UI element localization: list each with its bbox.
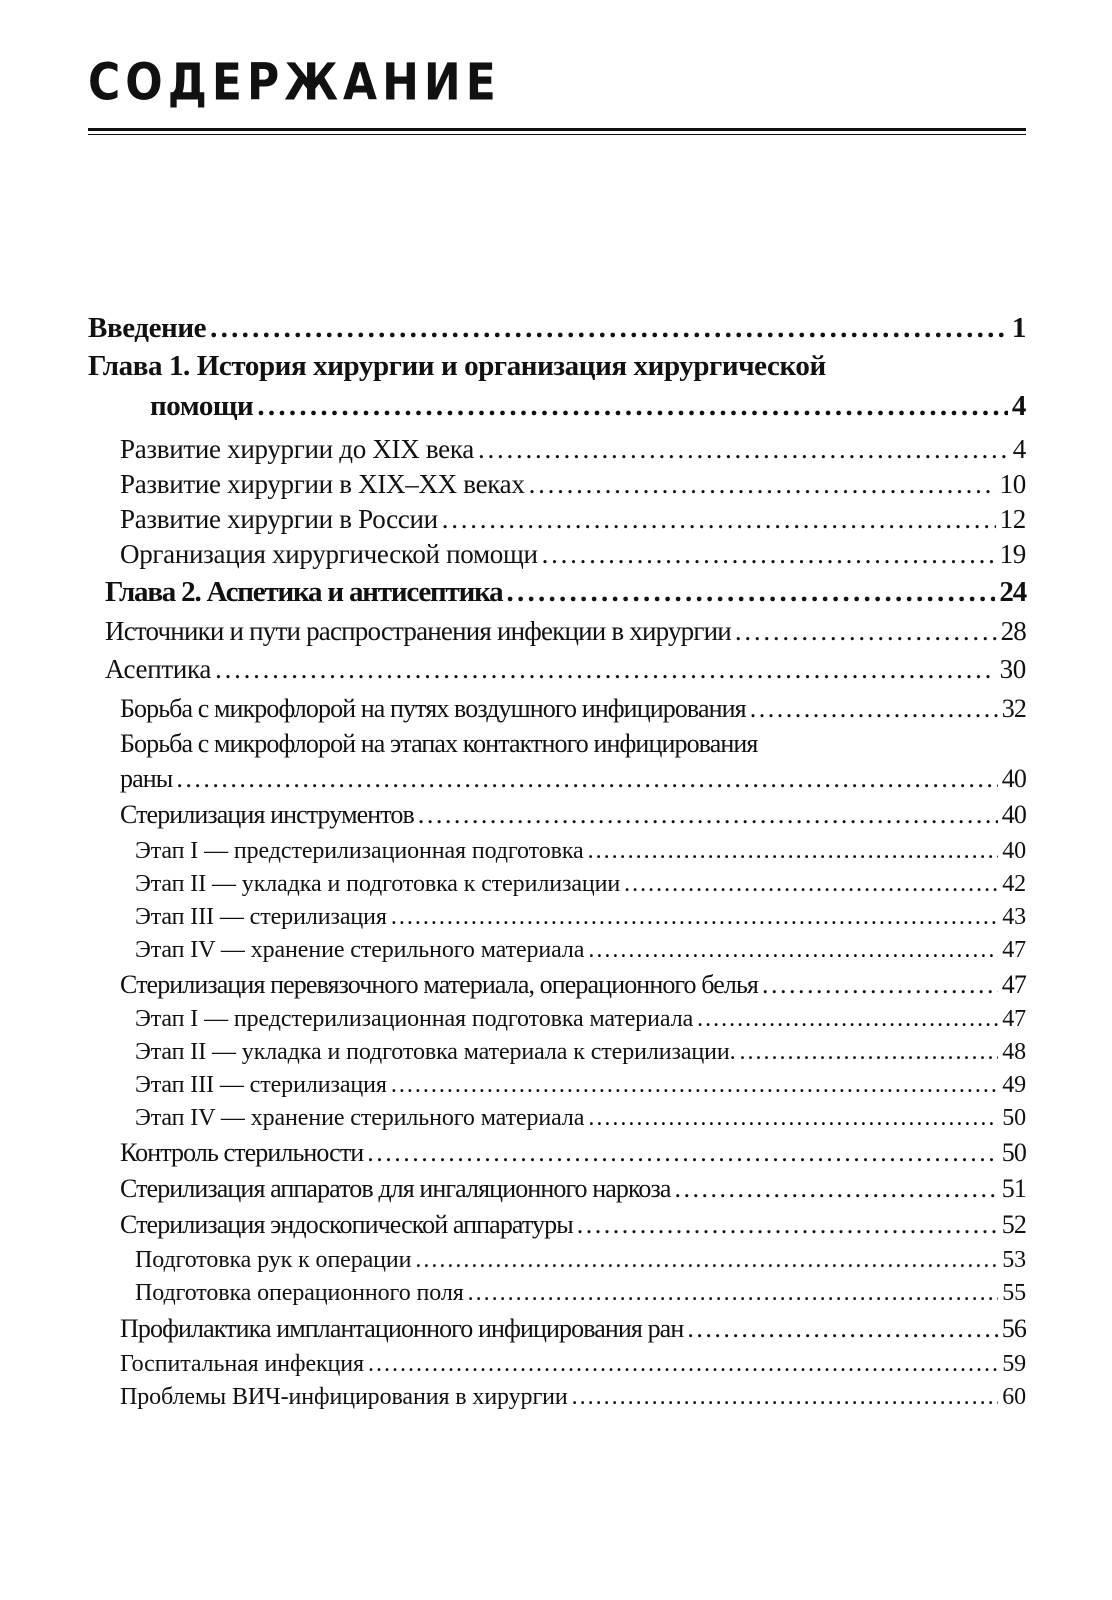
leader-dots <box>697 1006 998 1033</box>
toc-entry-page: 53 <box>1002 1247 1026 1273</box>
toc-entry-title: Этап I — предстерилизационная подготовка материала <box>135 1006 694 1032</box>
leader-dots <box>542 539 996 570</box>
toc-entry-title: Стерилизация аппаратов для ингаляционного наркоза <box>120 1174 671 1203</box>
toc-entry[interactable] <box>120 800 1026 830</box>
leader-dots <box>675 1174 998 1204</box>
toc-entry-title: Развитие хирургии в XIX–XX веках <box>120 469 525 499</box>
toc-entry-title: Стерилизация эндоскопической аппаратуры <box>120 1210 573 1239</box>
toc-entry[interactable] <box>120 539 1026 570</box>
toc-entry[interactable] <box>120 1314 1026 1344</box>
toc-entry-page: 12 <box>999 504 1026 534</box>
toc-entry[interactable] <box>135 904 1026 931</box>
toc-entry-page: 28 <box>1000 616 1026 646</box>
title-rule-thin <box>88 134 1026 135</box>
title-rule <box>88 128 1026 131</box>
leader-dots <box>750 694 998 724</box>
toc-entry[interactable] <box>135 1039 1026 1066</box>
toc-entry[interactable] <box>120 434 1026 465</box>
toc-entry-page: 60 <box>1002 1384 1026 1410</box>
leader-dots <box>762 970 998 1000</box>
toc-entry-page: 52 <box>1001 1210 1026 1239</box>
toc-entry-title: раны <box>120 764 173 793</box>
toc-entry-title: Этап III — стерилизация <box>135 904 387 930</box>
leader-dots <box>418 800 998 830</box>
toc-entry[interactable] <box>120 1210 1026 1240</box>
leader-dots <box>210 312 1008 345</box>
page-title: СОДЕРЖАНИЕ <box>88 53 501 113</box>
toc-entry-chapter2[interactable] <box>105 576 1026 609</box>
toc-entry-page: 56 <box>1001 1314 1026 1343</box>
leader-dots <box>368 1351 998 1378</box>
toc-entry-title: помощи <box>150 390 254 422</box>
toc-entry[interactable] <box>120 694 1026 724</box>
toc-entry-title: Развитие хирургии до XIX века <box>120 434 474 464</box>
leader-dots <box>506 576 995 609</box>
toc-entry[interactable] <box>105 654 1026 685</box>
toc-entry-page: 1 <box>1011 312 1026 344</box>
toc-entry-title: Стерилизация инструментов <box>120 800 414 829</box>
toc-entry[interactable] <box>120 1138 1026 1168</box>
leader-dots <box>572 1384 999 1411</box>
toc-entry[interactable] <box>135 1280 1026 1307</box>
toc-entry-page: 50 <box>1001 1138 1026 1167</box>
toc-entry-page: 43 <box>1002 904 1026 930</box>
toc-entry-page: 59 <box>1002 1351 1026 1377</box>
leader-dots <box>588 1105 998 1132</box>
leader-dots <box>478 434 1009 465</box>
toc-entry[interactable] <box>105 616 1026 647</box>
toc-entry-page: 40 <box>1001 800 1026 829</box>
toc-entry-page: 47 <box>1001 970 1026 999</box>
toc-entry[interactable] <box>135 1006 1026 1033</box>
toc-entry-chapter1[interactable] <box>150 390 1026 423</box>
toc-entry[interactable] <box>120 504 1026 535</box>
toc-entry-page: 24 <box>999 576 1026 608</box>
toc-entry-title: Развитие хирургии в России <box>120 504 438 534</box>
toc-entry[interactable] <box>120 1174 1026 1204</box>
toc-entry-title: Этап I — предстерилизационная подготовка <box>135 838 584 864</box>
toc-entry[interactable] <box>120 469 1026 500</box>
toc-entry-page: 32 <box>1001 694 1026 723</box>
leader-dots <box>740 1039 999 1066</box>
leader-dots <box>215 654 995 685</box>
toc-entry-title: Этап II — укладка и подготовка к стерилизации <box>135 871 621 897</box>
leader-dots <box>468 1280 999 1307</box>
leader-dots <box>367 1138 998 1168</box>
leader-dots <box>176 764 997 794</box>
toc-entry-page: 10 <box>999 469 1026 499</box>
toc-entry[interactable] <box>120 970 1026 1000</box>
leader-dots <box>588 937 998 964</box>
toc-entry[interactable] <box>120 1351 1026 1378</box>
toc-entry-title: Источники и пути распространения инфекции в хирургии <box>105 616 731 646</box>
toc-entry-title: Этап II — укладка и подготовка материала к стерилизации. <box>135 1039 736 1065</box>
toc-entry[interactable] <box>135 1072 1026 1099</box>
toc-entry[interactable] <box>135 871 1026 898</box>
leader-dots <box>735 616 997 647</box>
toc-chapter1-title-line1[interactable]: Глава 1. История хирургии и организация хирургической <box>88 350 826 382</box>
toc-entry-title: Контроль стерильности <box>120 1138 364 1167</box>
toc-entry-title: Этап IV — хранение стерильного материала <box>135 1105 585 1131</box>
leader-dots <box>624 871 998 898</box>
leader-dots <box>391 1072 998 1099</box>
leader-dots <box>588 838 999 865</box>
toc-entry-title: Введение <box>88 312 207 344</box>
leader-dots <box>391 904 998 931</box>
toc-entry-page: 55 <box>1002 1280 1026 1306</box>
leader-dots <box>529 469 996 500</box>
toc-entry-title: Стерилизация перевязочного материала, операционного белья <box>120 970 758 999</box>
toc-entry-page: 48 <box>1002 1039 1026 1065</box>
toc-entry-page: 51 <box>1001 1174 1026 1203</box>
toc-entry-title: Глава 2. Аспетика и антисептика <box>105 576 503 608</box>
toc-entry-title: Госпитальная инфекция <box>120 1351 364 1377</box>
toc-entry-title: Этап IV — хранение стерильного материала <box>135 937 585 963</box>
toc-entry-title: Этап III — стерилизация <box>135 1072 387 1098</box>
toc-entry[interactable] <box>135 937 1026 964</box>
toc-entry-page: 42 <box>1002 871 1026 897</box>
toc-entry-page: 4 <box>1012 434 1026 464</box>
toc-entry-page: 47 <box>1002 937 1026 963</box>
toc-entry[interactable] <box>135 838 1026 865</box>
toc-entry-page: 40 <box>1002 838 1026 864</box>
toc-entry[interactable] <box>120 1384 1026 1411</box>
toc-contact-title-line1[interactable]: Борьба с микрофлорой на этапах контактного инфицирования <box>120 729 758 758</box>
toc-entry[interactable] <box>135 1247 1026 1274</box>
toc-entry-page: 30 <box>999 654 1026 684</box>
toc-entry-title: Подготовка рук к операции <box>135 1247 412 1273</box>
toc-entry[interactable] <box>120 764 1026 794</box>
toc-entry-title: Профилактика имплантационного инфицирования ран <box>120 1314 684 1343</box>
toc-entry-title: Организация хирургической помощи <box>120 539 538 569</box>
toc-entry[interactable] <box>135 1105 1026 1132</box>
leader-dots <box>257 390 1008 423</box>
toc-entry-intro[interactable] <box>88 312 1026 345</box>
toc-entry-page: 40 <box>1001 764 1026 793</box>
toc-entry-title: Асептика <box>105 654 212 684</box>
toc-entry-title: Борьба с микрофлорой на путях воздушного инфицирования <box>120 694 746 723</box>
toc-entry-title: Подготовка операционного поля <box>135 1280 464 1306</box>
toc-entry-page: 4 <box>1011 390 1026 422</box>
toc-entry-page: 49 <box>1002 1072 1026 1098</box>
leader-dots <box>415 1247 998 1274</box>
toc-entry-title: Проблемы ВИЧ-инфицирования в хирургии <box>120 1384 568 1410</box>
toc-entry-page: 50 <box>1002 1105 1026 1131</box>
leader-dots <box>687 1314 997 1344</box>
toc-entry-page: 47 <box>1002 1006 1026 1032</box>
toc-entry-page: 19 <box>999 539 1026 569</box>
leader-dots <box>577 1210 998 1240</box>
leader-dots <box>442 504 996 535</box>
